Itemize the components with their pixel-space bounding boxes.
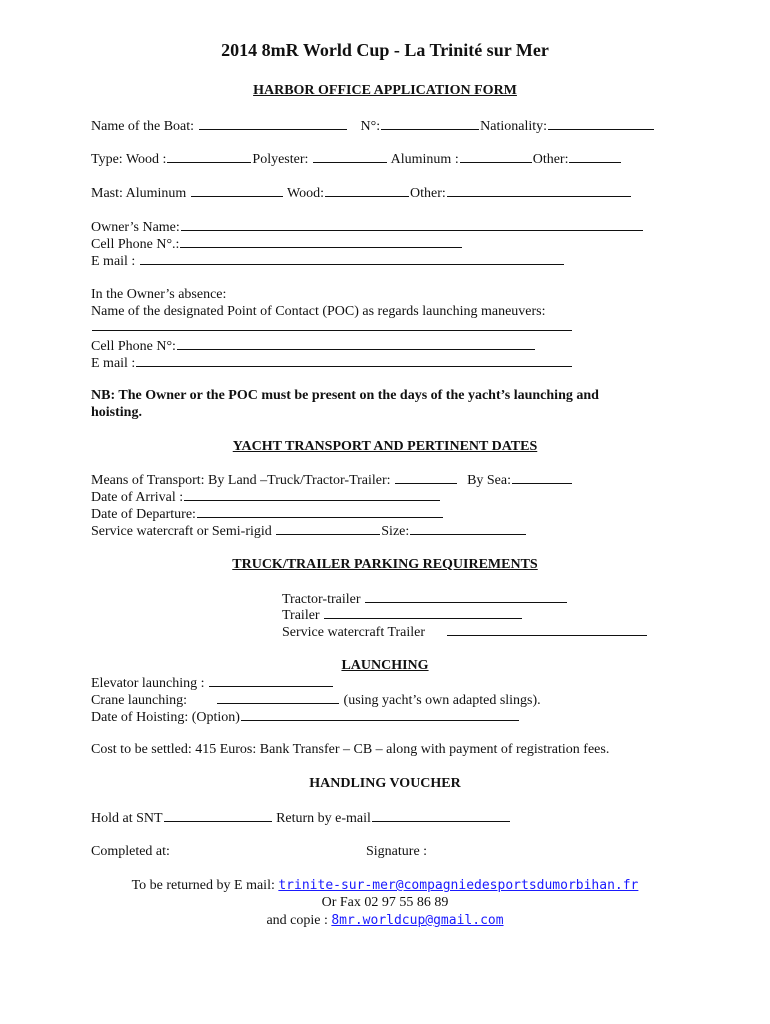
type-polyester-field[interactable] [313, 150, 387, 163]
nationality-field[interactable] [548, 117, 654, 130]
hold-field[interactable] [164, 809, 272, 822]
mast-row [91, 184, 632, 202]
hold-label: Hold at SNT [91, 811, 163, 826]
owner-cell-field[interactable] [180, 235, 462, 248]
poc-name-field[interactable] [92, 318, 572, 331]
owner-name-label: Owner’s Name: [91, 220, 180, 235]
mast-wood-field[interactable] [325, 184, 409, 197]
trailer-row [282, 606, 523, 624]
elevator-row [91, 674, 334, 692]
completed-label: Completed at: [91, 844, 170, 859]
departure-field[interactable] [197, 505, 443, 518]
nb-note-line2: hoisting. [91, 405, 142, 420]
transport-heading: YACHT TRANSPORT AND PERTINENT DATES [232, 439, 538, 454]
type-aluminum-label: Aluminum : [390, 152, 459, 167]
transport-means-row [91, 471, 573, 489]
transport-land-label: Means of Transport: By Land –Truck/Tractor-Trailer: [91, 473, 391, 488]
crane-row [91, 691, 541, 709]
parking-heading: TRUCK/TRAILER PARKING REQUIREMENTS [232, 557, 538, 572]
service-watercraft-row [91, 522, 527, 540]
service-trailer-field[interactable] [447, 623, 647, 636]
hoisting-field[interactable] [241, 708, 519, 721]
owner-cell-row [91, 235, 463, 253]
transport-sea-label: By Sea: [467, 473, 512, 488]
poc-email-row [91, 354, 573, 372]
boat-name-field[interactable] [199, 117, 347, 130]
trailer-label: Trailer [282, 608, 320, 623]
harbor-email-link[interactable]: trinite-sur-mer@compagniedesportsdumorbihan.fr [278, 878, 639, 893]
poc-cell-field[interactable] [177, 337, 535, 350]
owner-name-field[interactable] [181, 218, 643, 231]
poc-cell-label: Cell Phone N°: [91, 339, 176, 354]
mast-other-field[interactable] [447, 184, 631, 197]
service-trailer-row [282, 623, 648, 641]
owner-email-row [91, 252, 565, 270]
tractor-trailer-label: Tractor-trailer [282, 592, 361, 607]
mast-aluminum-label: Mast: Aluminum [91, 186, 187, 201]
absence-intro: In the Owner’s absence: [91, 287, 227, 302]
type-row [91, 150, 622, 168]
type-wood-label: Wood : [125, 152, 167, 167]
return-email-field[interactable] [372, 809, 510, 822]
worldcup-email-link[interactable]: 8mr.worldcup@gmail.com [331, 913, 504, 928]
footer-fax: Or Fax 02 97 55 86 89 [321, 895, 449, 910]
poc-email-field[interactable] [136, 354, 572, 367]
poc-name-row [91, 318, 573, 336]
arrival-row [91, 488, 441, 506]
nationality-label: Nationality: [480, 119, 548, 134]
cost-text: Cost to be settled: 415 Euros: Bank Transfer – CB – along with payment of registration fees. [91, 742, 610, 757]
departure-row [91, 505, 444, 523]
signature-label: Signature : [366, 844, 428, 859]
hoisting-label: Date of Hoisting: (Option) [91, 710, 240, 725]
elevator-label: Elevator launching : [91, 676, 205, 691]
voucher-heading: HANDLING VOUCHER [309, 776, 461, 791]
crane-label: Crane launching: [91, 693, 188, 708]
owner-name-row [91, 218, 644, 236]
owner-email-label: E mail : [91, 254, 136, 269]
form-heading: HARBOR OFFICE APPLICATION FORM [253, 83, 517, 98]
type-other-field[interactable] [569, 150, 621, 163]
type-other-label: Other: [532, 152, 569, 167]
footer-copy-line [0, 912, 770, 929]
boat-number-label: N°: [360, 119, 381, 134]
service-watercraft-label: Service watercraft or Semi-rigid [91, 524, 272, 539]
type-label: Type: [91, 152, 123, 167]
owner-email-field[interactable] [140, 252, 564, 265]
type-polyester-label: Polyester: [252, 152, 309, 167]
mast-other-label: Other: [410, 186, 446, 201]
trailer-field[interactable] [324, 606, 522, 619]
arrival-label: Date of Arrival : [91, 490, 184, 505]
size-field[interactable] [410, 522, 526, 535]
footer-return-line [0, 877, 770, 894]
poc-email-label: E mail : [91, 356, 136, 371]
poc-name-label: Name of the designated Point of Contact (POC) as regards launching maneuvers: [91, 304, 546, 319]
tractor-trailer-field[interactable] [365, 590, 567, 603]
departure-label: Date of Departure: [91, 507, 196, 522]
service-watercraft-field[interactable] [276, 522, 380, 535]
crane-field[interactable] [217, 691, 339, 704]
poc-cell-row [91, 337, 536, 355]
return-email-label: Return by e-mail [276, 811, 371, 826]
boat-row [91, 117, 655, 135]
owner-cell-label: Cell Phone N°.: [91, 237, 180, 252]
transport-land-field[interactable] [395, 471, 457, 484]
nb-note-line1: NB: The Owner or the POC must be present on the days of the yacht’s launching and [91, 388, 599, 403]
elevator-field[interactable] [209, 674, 333, 687]
launching-heading: LAUNCHING [341, 658, 429, 673]
page-title: 2014 8mR World Cup - La Trinité sur Mer [221, 40, 549, 60]
mast-aluminum-field[interactable] [191, 184, 283, 197]
type-aluminum-field[interactable] [460, 150, 532, 163]
mast-wood-label: Wood: [287, 186, 325, 201]
type-wood-field[interactable] [167, 150, 251, 163]
voucher-row [91, 809, 511, 827]
crane-note: (using yacht’s own adapted slings). [343, 693, 541, 708]
arrival-field[interactable] [184, 488, 440, 501]
footer-return-label: To be returned by E mail: [131, 878, 275, 893]
transport-sea-field[interactable] [512, 471, 572, 484]
footer-copy-label: and copie : [266, 913, 328, 928]
boat-name-label: Name of the Boat: [91, 119, 195, 134]
hoisting-row [91, 708, 520, 726]
service-trailer-label: Service watercraft Trailer [282, 625, 426, 640]
boat-number-field[interactable] [381, 117, 479, 130]
size-label: Size: [381, 524, 410, 539]
